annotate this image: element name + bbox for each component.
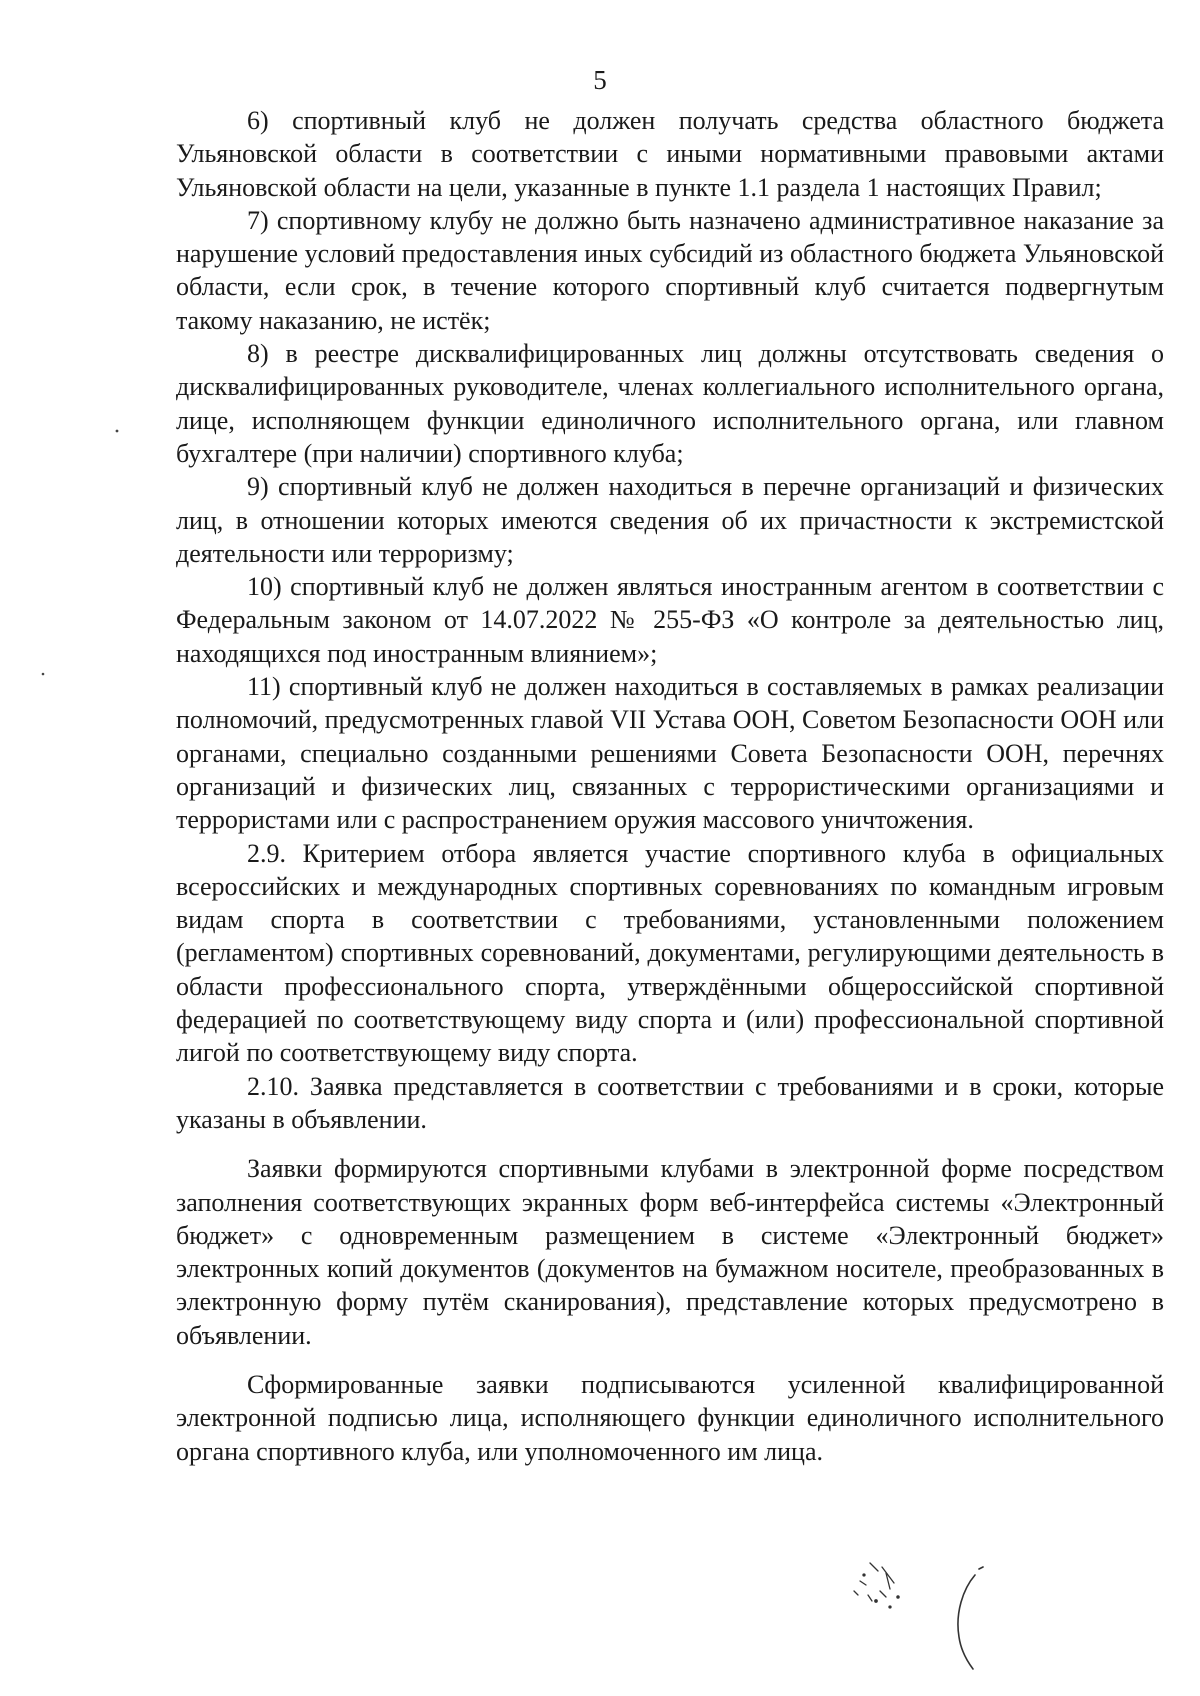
paragraph-item-11: 11) спортивный клуб не должен находиться в составляемых в рамках реализации полномочий, предусмотренных главой VII Устава ООН, Советом Безопасности ООН или органами, специально созданными решениями Совета Безопасности ООН, перечнях организаций и физических лиц, связанных с террористическими организациями и террористами или с распространением оружия массового уничтожения. — [176, 672, 1164, 835]
paragraph-item-10: 10) спортивный клуб не должен являться иностранным агентом в соответствии с Федеральным законом от 14.07.2022 № 255-ФЗ «О контроле за деятельностью лиц, находящихся под иностранным влиянием»; — [176, 572, 1164, 668]
paragraph-2-10: 2.10. Заявка представляется в соответствии с требованиями и в сроки, которые указаны в объявлении. — [176, 1071, 1164, 1134]
document-body — [176, 104, 1164, 1468]
paragraph-applications-formed: Заявки формируются спортивными клубами в электронной форме посредством заполнения соответствующих экранных форм веб-интерфейса системы «Электронный бюджет» с одновременным размещением в системе «Электронный бюджет» электронных копий документов (документов на бумажном носителе, преобразованных в электронную форму путём сканирования), представление которых предусмотрено в объявлении. — [176, 1154, 1164, 1350]
paragraph-applications-signed: Сформированные заявки подписываются усиленной квалифицированной электронной подписью лица, исполняющего функции единоличного исполнительного органа спортивного клуба, или уполномоченного им лица. — [176, 1369, 1164, 1466]
margin-dot-upper — [114, 428, 120, 434]
signature-mark — [945, 1565, 995, 1675]
paragraph-item-7: 7) спортивному клубу не должно быть назначено административное наказание за нарушение условий предоставления иных субсидий из областного бюджета Ульяновской области, если срок, в течение которого спортивный клуб считается подвергнутым такому наказанию, не истёк; — [176, 205, 1164, 335]
paragraph-item-6: 6) спортивный клуб не должен получать средства областного бюджета Ульяновской области в соответствии с иными нормативными правовыми актами Ульяновской области на цели, указанные в пункте 1.1 раздела 1 настоящих Правил; — [176, 106, 1164, 202]
paragraph-2-9: 2.9. Критерием отбора является участие спортивного клуба в официальных всероссийских и международных спортивных соревнованиях по командным игровым видам спорта в соответствии с требованиями, установленными положением (регламентом) спортивных соревнований, документами, регулирующими деятельность в области профессионального спорта, утверждёнными общероссийской спортивной федерацией по соответствующему виду спорта и (или) профессиональной спортивной лигой по соответствующему виду спорта. — [176, 838, 1164, 1068]
paragraph-item-8: 8) в реестре дисквалифицированных лиц должны отсутствовать сведения о дисквалифицированных руководителе, членах коллегиального исполнительного органа, лице, исполняющем функции единоличного исполнительного органа, или главном бухгалтере (при наличии) спортивного клуба; — [176, 339, 1164, 468]
stamp-mark — [840, 1555, 920, 1625]
margin-dot-lower — [40, 670, 46, 678]
paragraph-item-9: 9) спортивный клуб не должен находиться в перечне организаций и физических лиц, в отношении которых имеются сведения об их причастности к экстремистской деятельности или терроризму; — [176, 472, 1164, 568]
page-number: 5 — [593, 65, 607, 95]
